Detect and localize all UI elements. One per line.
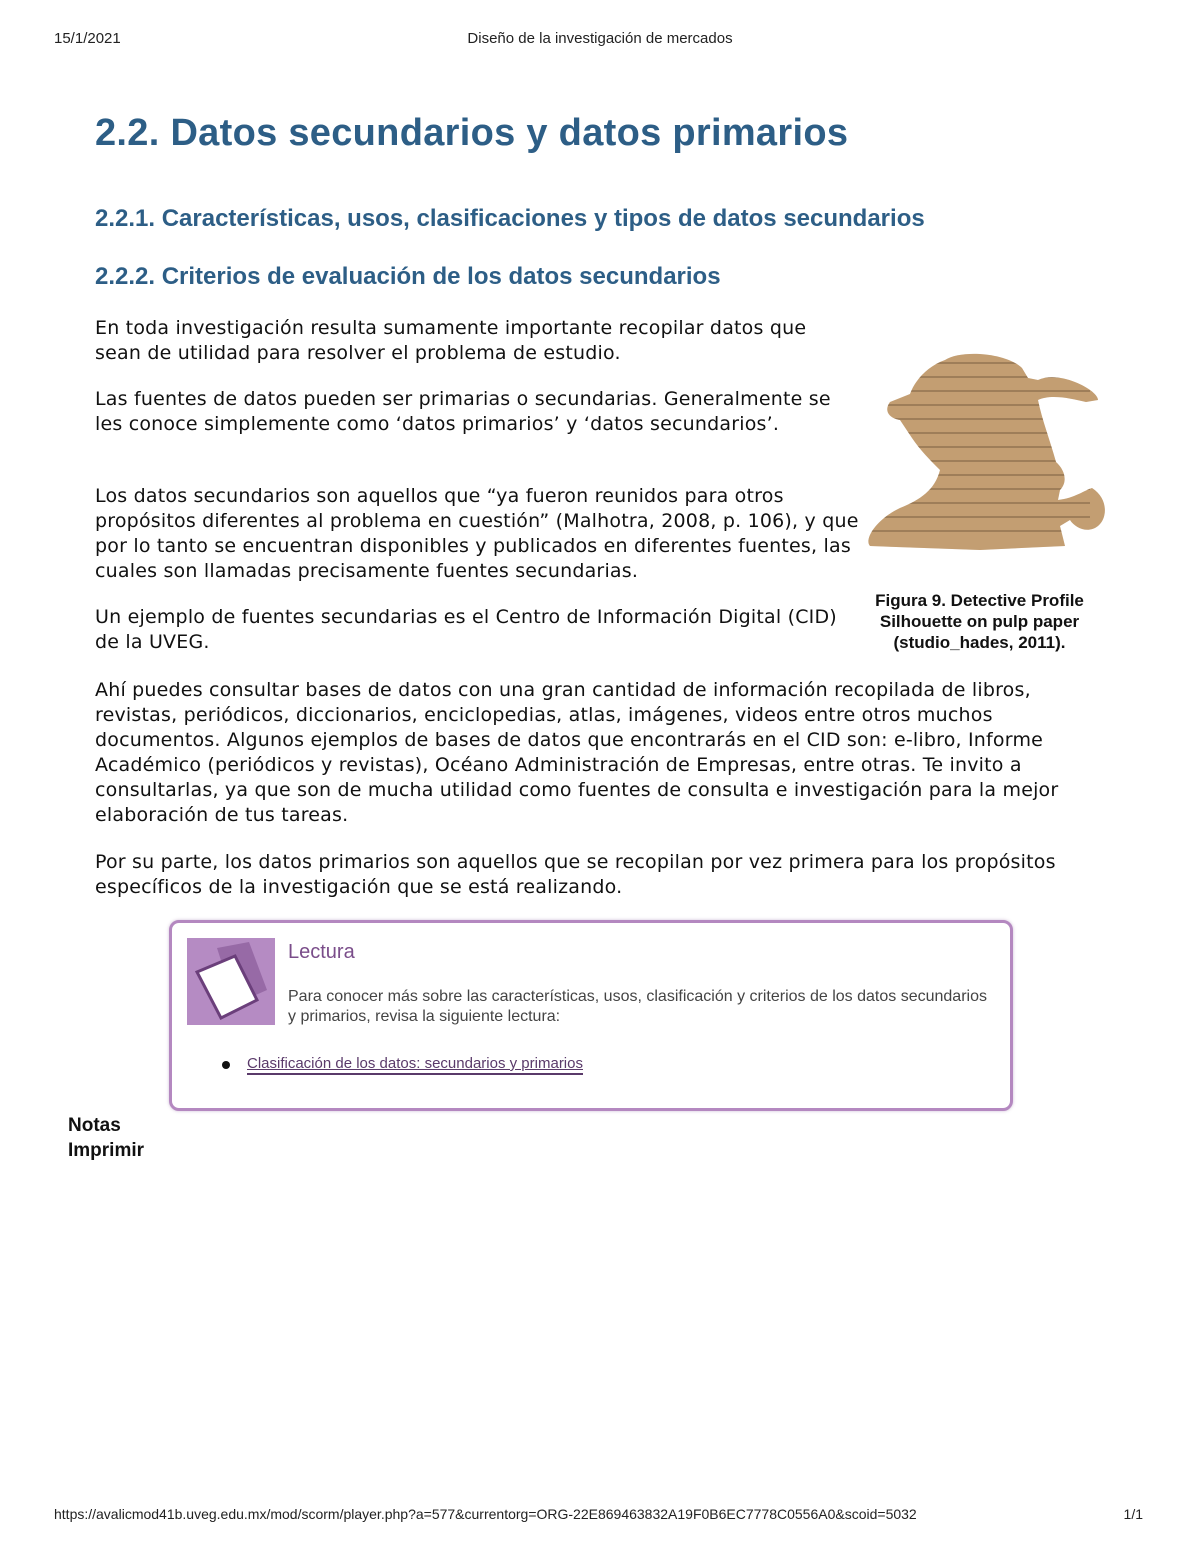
paragraph-sources: Las fuentes de datos pueden ser primarias o secundarias. Generalmente se les conoce simplemente como ‘datos primarios’ y ‘datos secundarios’. [95,388,831,435]
paragraph-primary-definition: Por su parte, los datos primarios son aquellos que se recopilan por vez primera para los propósitos específicos de la investigación que se está realizando. [95,851,1056,898]
figure-caption: Figura 9. Detective Profile Silhouette on pulp paper (studio_hades, 2011). [875,591,1084,652]
subheading-criteria: 2.2.2. Criterios de evaluación de los datos secundarios [95,263,721,290]
print-date: 15/1/2021 [54,30,121,47]
print-url: https://avalicmod41b.uveg.edu.mx/mod/scorm/player.php?a=577&currentorg=ORG-22E869463832A19F0B6EC7778C0556A0&scoid=5032 [54,1506,917,1522]
detective-silhouette-image [860,350,1105,550]
paragraph-databases: Ahí puedes consultar bases de datos con una gran cantidad de información recopilada de libros, revistas, periódicos, diccionarios, enciclopedias, atlas, imágenes, videos entre otros muchos documentos. Algunos ejemplos de bases de datos que encontrarás en el CID son: e-libro, Informe Académico (periódicos y revistas), Océano Administración de Empresas, entre otras. Te invito a consultarlas, ya que son de mucha utilidad como fuentes de consulta e investigación para la mejor elaboración de tus tareas. [95,679,1059,826]
reading-link[interactable]: Clasificación de los datos: secundarios y primarios [247,1055,583,1075]
paragraph-intro: En toda investigación resulta sumamente importante recopilar datos que sean de utilidad para resolver el problema de estudio. [95,317,807,364]
reading-box [169,920,1013,1111]
print-title: Diseño de la investigación de mercados [467,30,733,47]
reading-description: Para conocer más sobre las características, usos, clasificación y criterios de los datos secundarios y primarios, revisa la siguiente lectura: [288,988,987,1025]
print-header [0,30,1200,50]
subheading-characteristics: 2.2.1. Características, usos, clasificaciones y tipos de datos secundarios [95,205,925,232]
reading-title: Lectura [288,941,355,963]
page-count: 1/1 [1123,1506,1143,1522]
notas-link[interactable]: Notas [68,1115,121,1136]
bullet [222,1061,230,1069]
paragraph-secondary-definition: Los datos secundarios son aquellos que “ya fueron reunidos para otros propósitos diferentes al problema en cuestión” (Malhotra, 2008, p. 106), y que por lo tanto se encuentran disponibles y publicados en diferentes fuentes, las cuales son llamadas precisamente fuentes secundarias. [95,485,859,582]
document-icon [187,938,275,1025]
detective-figure [860,350,1100,550]
page-title: 2.2. Datos secundarios y datos primarios [95,112,849,154]
paragraph-cid-example: Un ejemplo de fuentes secundarias es el Centro de Información Digital (CID) de la UVEG. [95,606,837,653]
imprimir-link[interactable]: Imprimir [68,1140,145,1161]
